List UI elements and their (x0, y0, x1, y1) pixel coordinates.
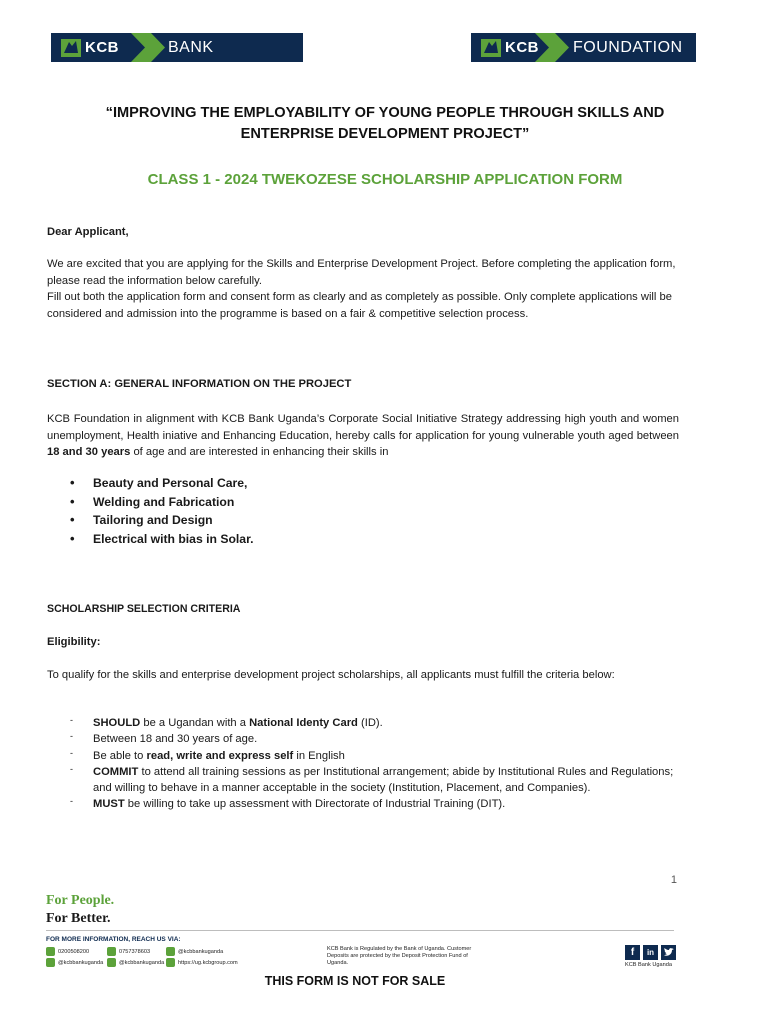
facebook-icon[interactable]: f (625, 945, 640, 960)
criteria-emphasis: SHOULD (93, 717, 141, 729)
facebook-icon (107, 958, 116, 967)
section-a-body-text: KCB Foundation in alignment with KCB Bank Uganda’s Corporate Social Initiative Strategy addressing high youth and women unemployment, Health iniative and Enhancing Education, hereby calls for application for young vulnerable youth aged between (47, 413, 679, 442)
section-a-heading: SECTION A: GENERAL INFORMATION ON THE PROJECT (47, 378, 352, 390)
banner-wedge (131, 33, 171, 62)
salutation: Dear Applicant, (47, 226, 129, 238)
criteria-list (70, 715, 680, 813)
list-item: • Welding and Fabrication (70, 493, 254, 512)
footer-divider (46, 930, 674, 931)
twitter-icon[interactable] (661, 945, 676, 960)
contact-text: @kcbbankuganda (178, 948, 224, 955)
contact-website[interactable] (166, 958, 238, 967)
contact-twitter[interactable] (46, 958, 103, 967)
contact-text: @kcbbankuganda (58, 959, 104, 966)
tagline-for-better: For Better. (46, 911, 111, 926)
skills-list (70, 474, 254, 548)
intro-block (47, 256, 679, 322)
list-item: • Tailoring and Design (70, 511, 254, 530)
phone-icon (46, 947, 55, 956)
criteria-text: be willing to take up assessment with Directorate of Industrial Training (DIT). (124, 798, 506, 811)
contact-facebook[interactable] (107, 958, 164, 967)
kcb-logo-text: KCB (85, 39, 119, 56)
criteria-text: Be able to (93, 749, 147, 762)
social-handle: KCB Bank Uganda (625, 962, 672, 968)
contact-text: @kcbbankuganda (119, 959, 165, 966)
criteria-emphasis: National Identy Card (249, 717, 358, 729)
list-item (70, 731, 680, 747)
title-line-2: ENTERPRISE DEVELOPMENT PROJECT” (240, 126, 530, 142)
title-line-1: “IMPROVING THE EMPLOYABILITY OF YOUNG PEOPLE THROUGH SKILLS AND (105, 105, 665, 121)
tagline-for-people: For People. (46, 893, 115, 908)
intro-paragraph-2: Fill out both the application form and consent form as clearly and as completely as possible. Only complete applications will be considered and admission into the programme is based on a fair & competitive selection process. (47, 291, 672, 320)
contact-phone[interactable] (46, 947, 89, 956)
kcb-lion-logo-icon (61, 37, 81, 59)
list-item (70, 796, 680, 812)
page-number: 1 (670, 874, 677, 886)
contact-text: https://ug.kcbgroup.com (178, 959, 238, 966)
regulation-notice: KCB Bank is Regulated by the Bank of Uganda. Customer Deposits are protected by the Deposit Protection Fund of Uganda. (327, 946, 472, 966)
contact-text: 0200508200 (58, 948, 90, 955)
reach-us-heading: FOR MORE INFORMATION, REACH US VIA: (46, 936, 181, 943)
criteria-text: in English (293, 749, 345, 762)
kcb-foundation-banner (471, 33, 696, 62)
criteria-text: to attend all training sessions as per Institutional arrangement; abide by Institutional Rules and Regulations; and willing to behave in a manner acceptable in the society (Institution, Placement, and Companies). (93, 765, 674, 795)
twitter-icon (46, 958, 55, 967)
criteria-intro: To qualify for the skills and enterprise development project scholarships, all applicants must fulfill the criteria below: (47, 669, 615, 681)
linkedin-icon[interactable]: in (643, 945, 658, 960)
contact-whatsapp[interactable] (107, 947, 150, 956)
form-subtitle: CLASS 1 - 2024 TWEKOZESE SCHOLARSHIP APPLICATION FORM (147, 171, 623, 188)
intro-paragraph-1: We are excited that you are applying for the Skills and Enterprise Development Project. Before completing the application form, please read the information below carefully. (47, 258, 676, 287)
list-item (70, 715, 680, 731)
list-item: • Beauty and Personal Care, (70, 474, 254, 493)
eligibility-heading: Eligibility: (47, 636, 101, 648)
age-range: 18 and 30 years (47, 446, 131, 458)
criteria-text: (ID). (357, 717, 383, 729)
list-item (70, 748, 680, 764)
criteria-emphasis: read, write and express self (146, 749, 294, 762)
list-item (70, 764, 680, 797)
contact-text: 0757378603 (119, 948, 151, 955)
contact-instagram[interactable] (166, 947, 223, 956)
criteria-emphasis: COMMIT (93, 765, 139, 778)
web-icon (166, 958, 175, 967)
whatsapp-icon (107, 947, 116, 956)
banner-wedge (535, 33, 575, 62)
kcb-lion-logo-icon (481, 37, 501, 59)
kcb-logo-text: KCB (505, 39, 539, 56)
instagram-icon (166, 947, 175, 956)
criteria-text: be a Ugandan with a (140, 717, 250, 729)
criteria-text: Between 18 and 30 years of age. (93, 733, 258, 746)
section-a-body (47, 411, 679, 461)
section-a-body-text-end: of age and are interested in enhancing their skills in (130, 446, 389, 458)
criteria-heading: SCHOLARSHIP SELECTION CRITERIA (47, 603, 241, 615)
foundation-banner-label: FOUNDATION (573, 38, 683, 56)
document-title (40, 103, 730, 145)
kcb-bank-banner (51, 33, 303, 62)
bank-banner-label: BANK (168, 38, 214, 56)
list-item: • Electrical with bias in Solar. (70, 530, 254, 549)
criteria-emphasis: MUST (93, 798, 125, 811)
not-for-sale-notice: THIS FORM IS NOT FOR SALE (264, 974, 446, 988)
